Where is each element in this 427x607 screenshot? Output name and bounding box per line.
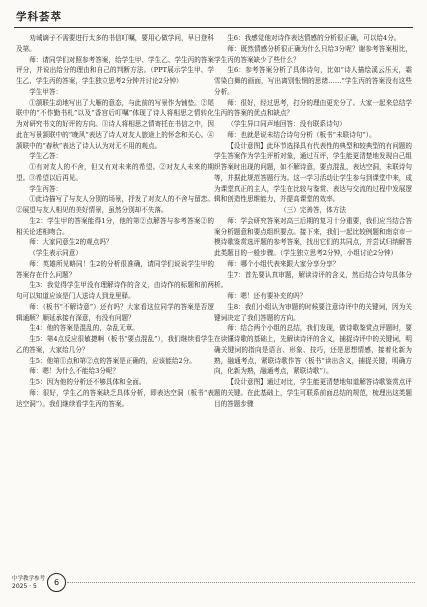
section-header: 学科荟萃 bbox=[16, 11, 62, 23]
paragraph: 劝诫谪子不需要进行太多的书信叮嘱，要用心做学问，早日登科及第。 bbox=[16, 34, 214, 53]
paragraph: 学生乙答： bbox=[29, 152, 63, 161]
footer-journal bbox=[12, 575, 45, 591]
paragraph: 【设计意图】通过对比，学生能更清楚地知道解答诗歌鉴赏点评题的关键。在此基础上，学生可联系前面总结的规范，梳理出这类题目的答题步骤 bbox=[214, 378, 412, 408]
paragraph: 师：结合两个小组的总结，我们发现，做诗歌鉴赏点评题时，要在读懂诗歌的基础上，先解读诗评的含义，捕捉诗评中的关键词，明确关键词的指向是语言、形象、技巧，还是思想情感，接着化新为熟，融通考点，紧联诗歌作答（板书“读出含义，捕捉关键，明确方向，化新为熟，融通考点，紧联诗歌”）。 bbox=[214, 324, 412, 376]
paragraph: 师：也就是说未结合诗句分析（板书“未联诗句”）。 bbox=[227, 130, 376, 139]
paragraph: 生5：他第①点和第②点的答案是正确的，应该能给2分。 bbox=[29, 356, 196, 365]
paragraph: 生2：学生甲的答案能得1分，他的第②点解答与参考答案②的相关论述相吻合。 bbox=[16, 216, 214, 236]
paragraph: 生6：参考答案分析了具体诗句，比如“诗人描绘溪云压天，霜雪染白舞的画面，写出离别怅惘的思绪……”学生丙的答案没有这些分析。 bbox=[214, 66, 412, 96]
paragraph: 师：英雄所见略同！生2的分析很准确，请同学们说说学生甲的答案存在什么问题？ bbox=[16, 259, 214, 279]
paragraph: 师：请同学们对照参考答案，给学生甲、学生乙、学生丙的答案评分，并说出给分的理由和自己的判断方法。（PPT展示学生甲、学生乙、学生丙的答案，学生独立思考2分钟并讨论2分钟） bbox=[16, 55, 214, 85]
paragraph: 生5：因为他的分析还不够具体和全面。 bbox=[29, 378, 146, 386]
paragraph: （学生表示同意） bbox=[29, 249, 82, 257]
journal-issue: 2025 · 5 bbox=[12, 583, 37, 590]
left-column bbox=[16, 33, 214, 575]
right-column bbox=[214, 33, 412, 575]
paragraph: 生3：我觉得学生甲没有理解诗作的含义，由诗作的标题和前两句可以知道应该是门人送诗人到龙里驿。 bbox=[16, 281, 214, 300]
paragraph: 生7：首先要认真审题，解读诗评的含义，然后结合诗句具体分析。 bbox=[214, 270, 412, 290]
paragraph: ①颔联生动地写出了大雁的意态，与此前的写景作为铺垫。②尾联中的“不作勤书札”以及“香宫后叮嘱”体现了诗人将相思之情转化为对研究书文的好评的方向。③诗人将相思之情寄托在书信之中，因此在写景颔联中的“晚风”表达了诗人对友人旅途上的怀念和关心。④颔联中的“春秋”表达了诗人认为对无不用的观点。 bbox=[16, 98, 214, 150]
paragraph: 生4：他的答案是混乱的，杂乱无章。 bbox=[29, 324, 139, 333]
paragraph: 师：嗯！为什么不能给3分呢？ bbox=[29, 367, 120, 376]
paragraph: （学生异口同声地回答：没有联系诗句） bbox=[227, 120, 346, 128]
header-divider bbox=[14, 27, 413, 28]
page-number: 6 bbox=[47, 573, 66, 592]
paragraph: 学生甲答： bbox=[29, 87, 63, 96]
paragraph: 生6：我感觉他对诗作表达情感的分析很正确，可以给4分。 bbox=[227, 34, 401, 42]
footer-divider bbox=[67, 582, 415, 583]
paragraph: 师：（板书“不解诗意”）还有吗？大家看这位同学的答案是否逻辑通顺？顺延承接有深意，有没有问题？ bbox=[16, 302, 214, 322]
paragraph: 师：嗯！还有要补充的吗？ bbox=[227, 292, 307, 300]
section-heading: （三）完善答，体方法 bbox=[280, 206, 346, 214]
paragraph: ①有对友人的不舍，但又有对未来的希望。②对友人未来的期望。③希望以后再见。 bbox=[16, 163, 214, 182]
paragraph: 师：很好，学生乙的答案缺乏具体分析，即表达空洞（板书“表达空洞”）。我们继续看学生丙的答案。 bbox=[16, 388, 214, 408]
paragraph: 师：很好，经过思考，打分的理由更充分了。大家一起来总结学生丙的答案的优点和缺点？ bbox=[214, 98, 412, 118]
paragraph: ①此诗描写了与友人分别的场景，抒发了对友人的不舍与留恋。②展望与友人相见的美好情景，虽然分别却不失落。 bbox=[16, 195, 214, 214]
paragraph: 师：既然情感分析很正确为什么只给3分呢？谢参考答案相比，学生丙的答案缺少了些什么？ bbox=[214, 44, 412, 64]
paragraph: 学生丙答： bbox=[29, 184, 63, 193]
paragraph: 生5：第4点反应很敏捷啊（板书“要点混乱”），我们继续看学生乙的答案，大家给几分？ bbox=[16, 335, 214, 354]
paragraph: 生8：我们小组认为审题的时候要注意诗评中的关键词，因为关键词决定了我们答题的方向。 bbox=[214, 302, 412, 322]
journal-name: 中学教学参考 bbox=[12, 576, 46, 582]
paragraph: 师：哪个小组代表来跟大家分享分享？ bbox=[227, 259, 340, 268]
paragraph: 师：大家同意生2的观点吗？ bbox=[29, 238, 113, 247]
paragraph: 【设计意图】此环节选择具有代表性的典型和较典型的有问题的学生答案作为学生评析对象，通过互评，学生能更清楚地发现自己组织答案时出现的问题，如不解诗意，要点混乱，表达空洞，未联诗句等，并据此规范答题行为。这一学习活动让学生参与到课堂中来，成为课堂真正的主人，学生在比较与鉴赏、表达与交流的过程中发展逻辑和创造性思维能力，并提高课堂的效率。 bbox=[214, 141, 412, 204]
paragraph: 师：学会研究答案对高三后期的复习十分重要，我们应当结合答案分析题意和要点组织要点。接下来，我们一起比较例题和南京市一模诗歌鉴赏选评题的参考答案，找出它们的共同点，并尝试归纳解答此类题目的一般步骤。（学生独立思考2分钟，小组讨论2分钟） bbox=[214, 216, 412, 257]
